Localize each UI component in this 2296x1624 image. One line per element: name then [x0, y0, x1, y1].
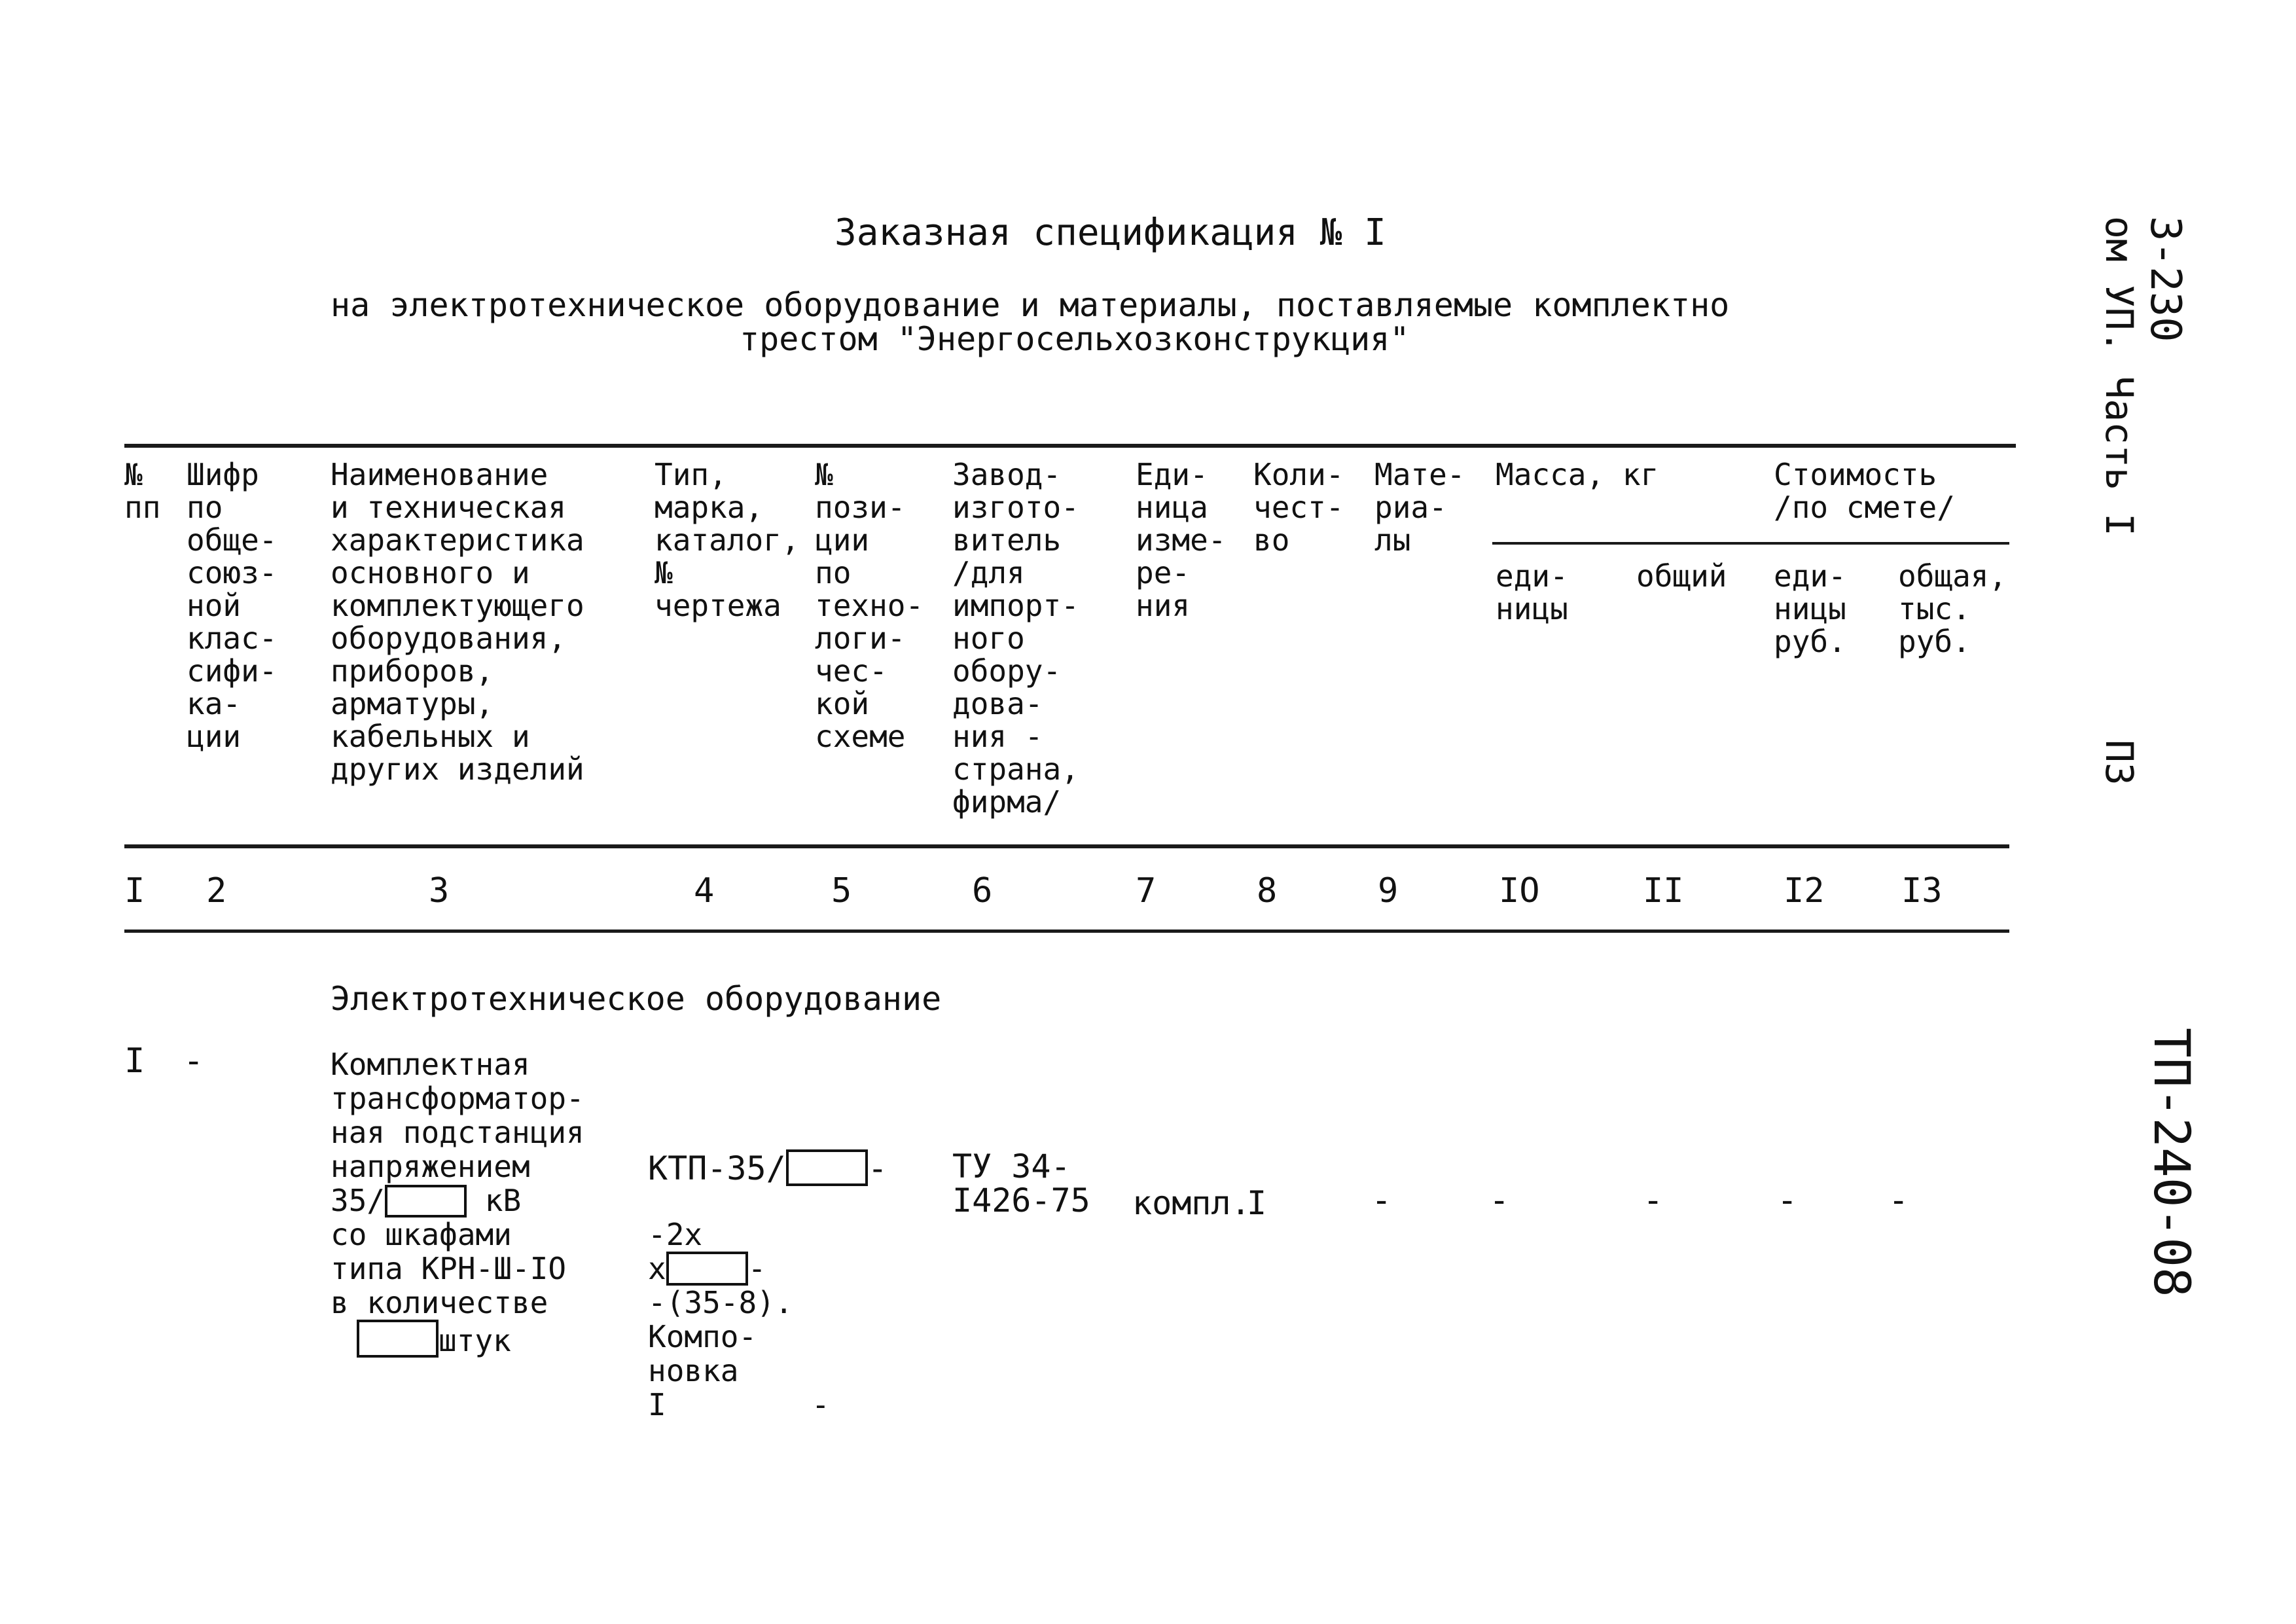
- column-number-2: 2: [206, 871, 227, 911]
- header-col-mass: Масса, кг: [1496, 457, 1659, 492]
- blank-field-box: [786, 1149, 868, 1186]
- row-cost-unit: -: [1777, 1181, 1798, 1220]
- table-top-rule: [124, 444, 2016, 448]
- side-code: 3-230: [2141, 216, 2189, 342]
- row-type-dash: -: [867, 1149, 888, 1187]
- row-type-multiplier-line: [648, 1252, 766, 1286]
- row-type-model-line: [648, 1149, 888, 1186]
- row-name-count-line: [357, 1320, 511, 1358]
- side-page-number: ПЗ: [2097, 740, 2142, 785]
- row-maker-line: I426-75: [952, 1182, 1090, 1219]
- row-code: -: [183, 1041, 204, 1081]
- column-number-10: IO: [1499, 871, 1540, 911]
- header-col-type: Тип, марка, каталог, № чертежа: [655, 457, 800, 623]
- blank-field-box: [666, 1252, 748, 1286]
- row-name-count-unit: штук: [439, 1323, 511, 1358]
- header-col-cost-unit: еди- ницы руб.: [1774, 558, 1846, 659]
- header-col-mass-total: общий: [1636, 558, 1727, 594]
- page-title: Заказная спецификация № I: [834, 211, 1386, 254]
- blank-field-box: [385, 1185, 467, 1218]
- subheader-rule: [1492, 542, 2009, 545]
- row-quantity: I: [1247, 1184, 1267, 1222]
- header-col-position: № пози- ции по техно- логи- чес- кой схеме: [815, 457, 924, 754]
- section-title: Электротехническое оборудование: [331, 980, 942, 1018]
- row-type-dash: -: [747, 1251, 766, 1286]
- row-name-line: напряжением: [331, 1149, 530, 1184]
- row-type-x: x: [648, 1251, 666, 1286]
- header-col-cost-total: общая, тыс. руб.: [1898, 558, 2007, 659]
- column-number-12: I2: [1784, 871, 1825, 911]
- row-name-line: Комплектная: [331, 1047, 530, 1082]
- blank-field-box: [357, 1320, 439, 1358]
- row-type-line: -2x: [648, 1217, 703, 1252]
- column-number-5: 5: [831, 871, 852, 911]
- row-type-line: Компо-: [648, 1319, 757, 1354]
- numbers-bottom-rule: [124, 929, 2009, 933]
- header-bottom-rule: [124, 844, 2009, 848]
- row-name-voltage-line: [331, 1183, 521, 1218]
- row-mass-unit: -: [1489, 1181, 1510, 1220]
- row-type-model: КТП-35/: [648, 1149, 786, 1187]
- column-number-11: II: [1643, 871, 1684, 911]
- subtitle-line-2: трестом "Энергосельхозконструкция": [740, 320, 1410, 358]
- row-type-line: новка: [648, 1353, 739, 1388]
- row-materials: -: [1371, 1181, 1392, 1220]
- column-number-4: 4: [694, 871, 715, 911]
- header-col-code: Шифр по обще- союз- ной клас- сифи- ка- ции: [187, 457, 278, 754]
- column-number-9: 9: [1378, 871, 1399, 911]
- header-col-number: № пп: [124, 457, 161, 525]
- header-col-qty: Коли- чест- во: [1253, 457, 1344, 558]
- row-number: I: [124, 1041, 145, 1081]
- subtitle-line-1: на электротехническое оборудование и материалы, поставляемые комплектно: [331, 286, 1730, 324]
- row-name-voltage-unit: кВ: [484, 1183, 522, 1218]
- row-mass-total: -: [1643, 1181, 1664, 1220]
- header-col-mass-unit: еди- ницы: [1496, 558, 1568, 626]
- side-code-part: ом УП. Часть I: [2097, 216, 2142, 536]
- row-type-line: I: [648, 1387, 666, 1422]
- row-maker-line: ТУ 34-: [952, 1147, 1071, 1185]
- column-number-8: 8: [1257, 871, 1278, 911]
- row-position: -: [812, 1387, 830, 1422]
- column-number-3: 3: [429, 871, 450, 911]
- side-document-number: ТП-240-08: [2143, 1028, 2201, 1297]
- row-cost-total: -: [1888, 1181, 1909, 1220]
- column-number-6: 6: [972, 871, 993, 911]
- row-name-line: типа КРН-Ш-IO: [331, 1251, 567, 1286]
- header-col-name: Наименование и техническая характеристика основного и комплектующего оборудования, приборов, арматуры, кабельных и других изделий: [331, 457, 584, 787]
- row-name-line: ная подстанция: [331, 1115, 584, 1150]
- header-col-unit: Еди- ница изме- ре- ния: [1136, 457, 1227, 623]
- row-name-line: со шкафами: [331, 1217, 512, 1252]
- row-name-voltage-prefix: 35/: [331, 1183, 386, 1218]
- row-name-line: трансформатор-: [331, 1081, 584, 1116]
- row-unit: компл.: [1132, 1184, 1251, 1222]
- column-number-13: I3: [1901, 871, 1943, 911]
- column-number-7: 7: [1136, 871, 1157, 911]
- row-type-line: -(35-8).: [648, 1285, 793, 1320]
- header-col-cost: Стоимость /по смете/: [1774, 457, 1955, 525]
- header-col-maker: Завод- изгото- витель /для импорт- ного обору- дова- ния - страна, фирма/: [952, 457, 1079, 820]
- row-name-line: в количестве: [331, 1285, 548, 1320]
- column-number-1: I: [124, 871, 145, 911]
- header-col-materials: Мате- риа- лы: [1374, 457, 1465, 558]
